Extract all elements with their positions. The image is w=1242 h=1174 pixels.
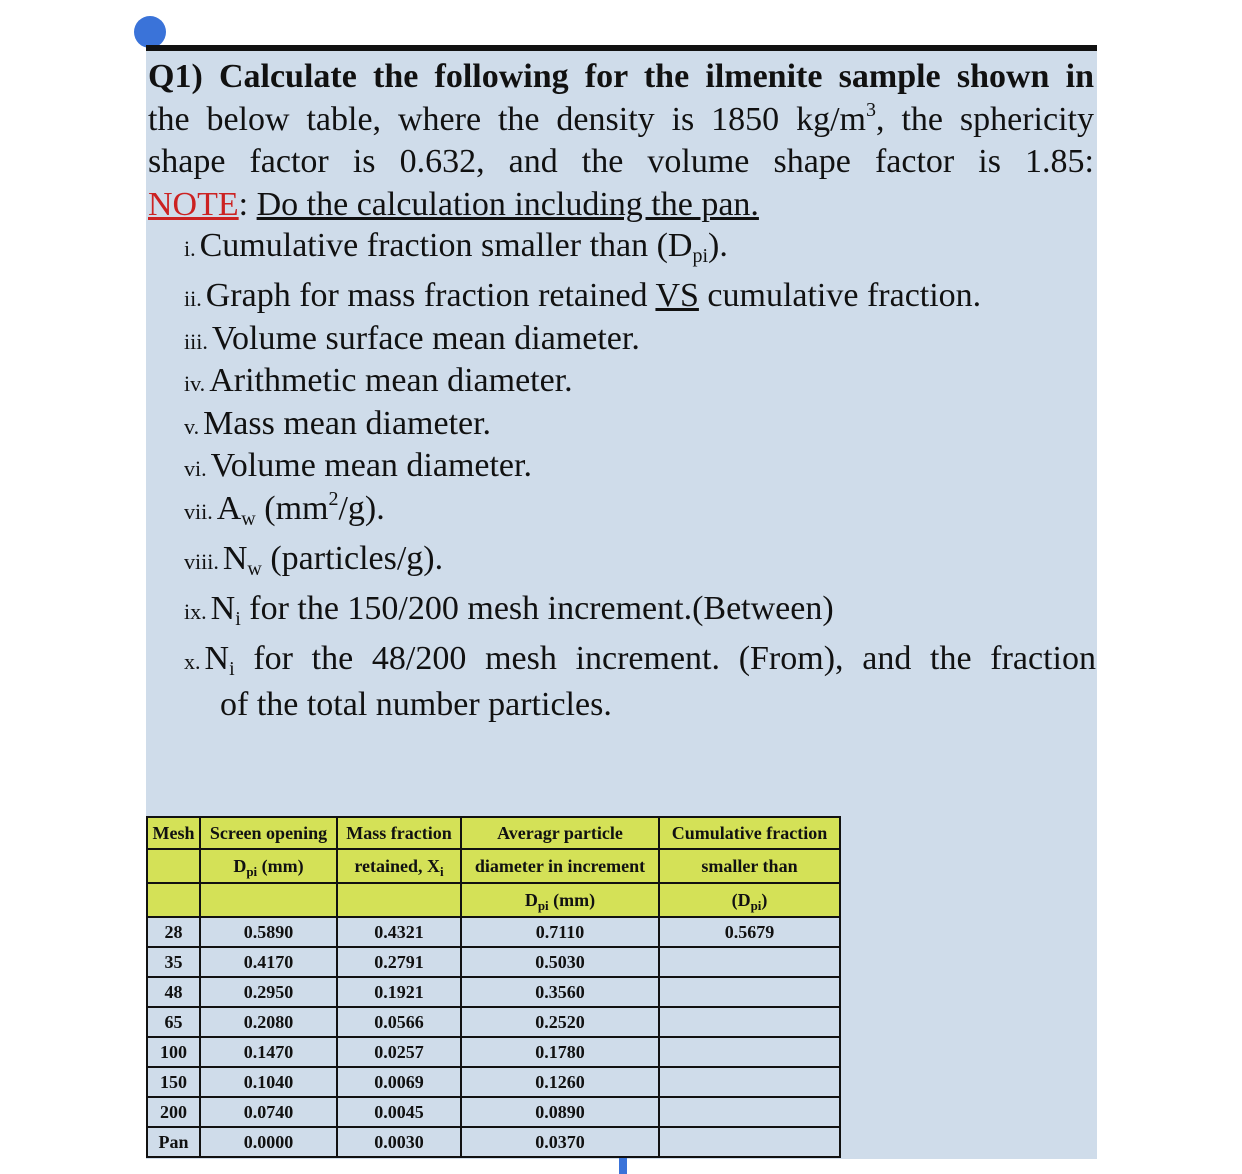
table-header-row: [147, 849, 840, 883]
item-ix: ix. $N_i$ for the 150/200 mesh increment.(Between): [184, 590, 834, 630]
table-row: 200 0.0740 0.0045 0.0890: [147, 1097, 840, 1127]
table-header-row: [147, 817, 840, 849]
header-average-particle: Averagr particle: [461, 817, 659, 849]
table-row: 65 0.2080 0.0566 0.2520: [147, 1007, 840, 1037]
note-line: NOTE: Do the calculation including the pan.: [148, 185, 759, 223]
intro-line-2: the below table, where the density is 1850 $kg/m^3$, the sphericity: [148, 98, 1094, 138]
item-iv: iv. Arithmetic mean diameter.: [184, 362, 573, 399]
header-smaller-than: smaller than: [659, 849, 840, 883]
table-row: 48 0.2950 0.1921 0.3560: [147, 977, 840, 1007]
item-i: i. Cumulative fraction smaller than $(D_{pi})$.: [184, 227, 728, 267]
table-row: 100 0.1470 0.0257 0.1780: [147, 1037, 840, 1067]
intro-line-3: shape factor is 0.632, and the volume shape factor is 1.85:: [148, 143, 1094, 180]
note-label: NOTE: [148, 185, 239, 223]
header-dpi-paren: $(D_{pi})$: [659, 883, 840, 917]
scroll-handle-top[interactable]: [134, 16, 166, 48]
item-ii: ii. Graph for mass fraction retained VS cumulative fraction.: [184, 277, 982, 314]
sieve-data-table: [146, 816, 841, 1158]
table-row: 150 0.1040 0.0069 0.1260: [147, 1067, 840, 1097]
table-row: 28 0.5890 0.4321 0.7110 0.5679: [147, 917, 840, 947]
header-screen-opening: Screen opening: [200, 817, 337, 849]
header-retained-xi: retained, $X_i$: [337, 849, 461, 883]
header-diameter-increment: diameter in increment: [461, 849, 659, 883]
header-dpi-mm-2: $D_{pi}$ (mm): [461, 883, 659, 917]
item-vii: vii. $A_w$ $(mm^2/g)$.: [184, 488, 385, 530]
item-x: x. $N_i$ for the 48/200 mesh increment. (From), and the fraction of the total number particles.: [184, 640, 1096, 723]
intro-line-1: Q1) Calculate the following for the ilmenite sample shown in: [148, 58, 1094, 95]
item-vi: vi. Volume mean diameter.: [184, 447, 532, 484]
header-mesh: Mesh: [147, 817, 200, 849]
table-header-row: [147, 883, 840, 917]
table-row: Pan 0.0000 0.0030 0.0370: [147, 1127, 840, 1157]
item-v: v. Mass mean diameter.: [184, 405, 492, 442]
question-intro: [148, 56, 1094, 226]
scroll-handle-bottom[interactable]: [619, 1158, 627, 1174]
header-mass-fraction: Mass fraction: [337, 817, 461, 849]
item-iii: iii. Volume surface mean diameter.: [184, 320, 640, 357]
header-dpi-mm: $D_{pi}$ (mm): [200, 849, 337, 883]
header-cumulative-fraction: Cumulative fraction: [659, 817, 840, 849]
table-row: 35 0.4170 0.2791 0.5030: [147, 947, 840, 977]
item-viii: viii. $N_w$ (particles/g).: [184, 540, 444, 580]
note-text: Do the calculation including the pan.: [256, 185, 759, 223]
